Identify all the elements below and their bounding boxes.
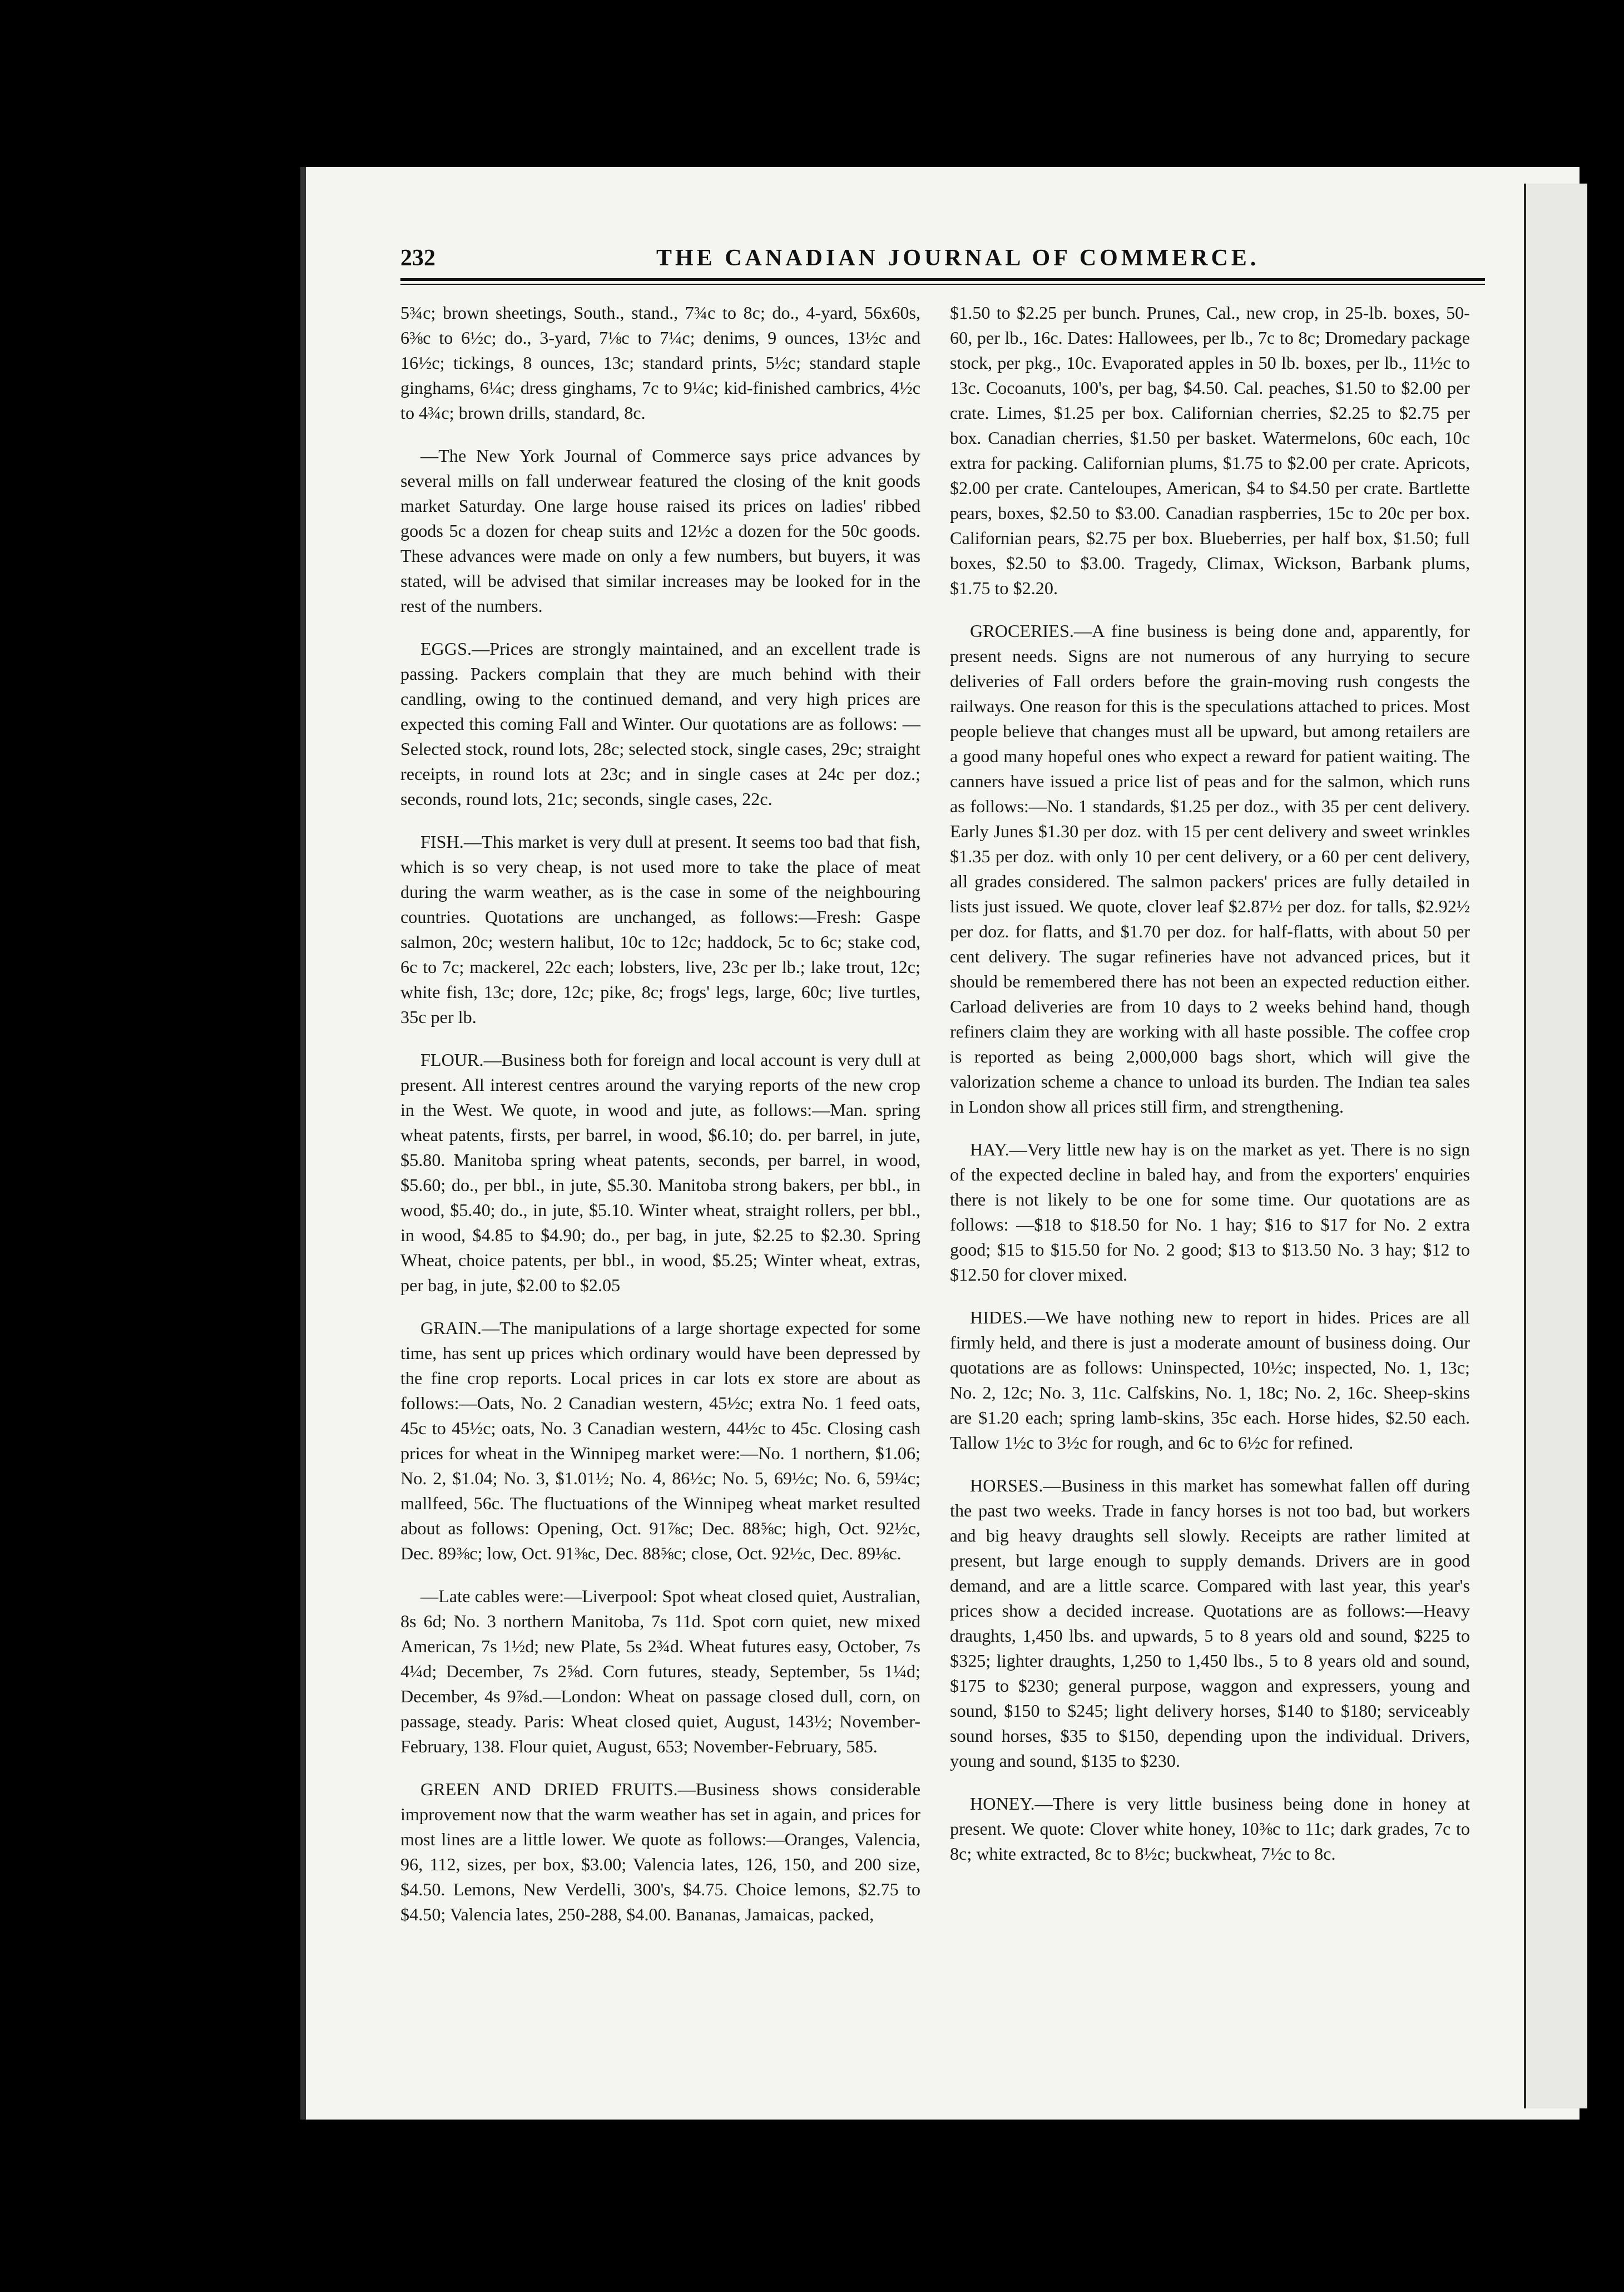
paragraph-dry-goods-continued: 5¾c; brown sheetings, South., stand., 7¾c to 8c; do., 4-yard, 56x60s, 6⅜c to 6½c; do., 3-yard, 7⅛c to 7¼c; denims, 9 ounces, 13½c and 16½c; tickings, 8 ounces, 13c; standard prints, 5½c; standard staple ginghams, 6¼c; dress ginghams, 7c to 9¼c; kid-finished cambrics, 4½c to 4¾c; brown drills, standard, 8c. (400, 303, 920, 423)
journal-page (300, 167, 1580, 2120)
paragraph-hay: HAY.—Very little new hay is on the market as yet. There is no sign of the expected decline in baled hay, and from the exporters' enquiries there is not likely to be one for some time. Our quotations are as follows: —$18 to $18.50 for No. 1 hay; $16 to $17 for No. 2 extra good; $15 to $15.50 for No. 2 good; $13 to $13.50 No. 3 hay; $12 to $12.50 for clover mixed. (950, 1139, 1470, 1285)
page-edge (1524, 184, 1587, 2108)
paragraph-fruits-continued: $1.50 to $2.25 per bunch. Prunes, Cal., new crop, in 25-lb. boxes, 50-60, per lb., 16c. Dates: Hallowees, per lb., 7c to 8c; Dromedary package stock, per pkg., 10c. Evaporated apples in 50 lb. boxes, per lb., 11½c to 13c. Cocoanuts, 100's, per bag, $4.50. Cal. peaches, $1.50 to $2.00 per crate. Limes, $1.25 per box. Californian cherries, $2.25 to $2.75 per box. Canadian cherries, $1.50 per basket. Watermelons, 60c each, 10c extra for packing. Californian plums, $1.75 to $2.00 per crate. Apricots, $2.00 per crate. Canteloupes, American, $4 to $4.50 per crate. Bartlette pears, boxes, $2.50 to $3.00. Canadian raspberries, 15c to 20c per box. Californian pears, $2.75 per box. Blueberries, per half box, $1.50; full boxes, $2.50 to $3.00. Tragedy, Climax, Wickson, Barbank plums, $1.75 to $2.20. (950, 303, 1470, 598)
paragraph-cables: —Late cables were:—Liverpool: Spot wheat closed quiet, Australian, 8s 6d; No. 3 northern Manitoba, 7s 11d. Spot corn quiet, new mixed American, 7s 1½d; new Plate, 5s 2¾d. Wheat futures easy, October, 7s 4¼d; December, 7s 2⅝d. Corn futures, steady, September, 5s 1¼d; December, 4s 9⅞d.—London: Wheat on passage closed dull, corn, on passage, steady. Paris: Wheat closed quiet, August, 143½; November-February, 138. Flour quiet, August, 653; November-February, 585. (400, 1586, 920, 1756)
paragraph-fish: FISH.—This market is very dull at present. It seems too bad that fish, which is so very cheap, is not used more to take the place of meat during the warm weather, as is the case in some of the neighbouring countries. Quotations are unchanged, as follows:—Fresh: Gaspe salmon, 20c; western halibut, 10c to 12c; haddock, 5c to 6c; stake cod, 6c to 7c; mackerel, 22c each; lobsters, live, 23c per lb.; lake trout, 12c; white fish, 13c; dore, 12c; pike, 8c; frogs' legs, large, 60c; live turtles, 35c per lb. (400, 832, 920, 1027)
left-column (400, 300, 920, 1945)
right-column (950, 300, 1470, 1884)
paragraph-eggs: EGGS.—Prices are strongly maintained, and an excellent trade is passing. Packers complain that they are much behind with their candling, owing to the continued demand, and very high prices are expected this coming Fall and Winter. Our quotations are as follows: — Selected stock, round lots, 28c; selected stock, single cases, 29c; straight receipts, in round lots at 23c; and in single cases at 24c per doz.; seconds, round lots, 21c; seconds, single cases, 22c. (400, 639, 920, 809)
paragraph-groceries: GROCERIES.—A fine business is being done and, apparently, for present needs. Signs are not numerous of any hurrying to secure deliveries of Fall orders before the grain-moving rush congests the railways. One reason for this is the speculations attached to prices. Most people believe that changes must all be upward, but among retailers are a good many hopeful ones who expect a reward for patient waiting. The canners have issued a price list of peas and for the salmon, which runs as follows:—No. 1 standards, $1.25 per doz., with 35 per cent delivery. Early Junes $1.30 per doz. with 15 per cent delivery and sweet wrinkles $1.35 per doz. with only 10 per cent delivery, or a 60 per cent delivery, all grades considered. The salmon packers' prices are fully detailed in lists just issued. We quote, clover leaf $2.87½ per doz. for talls, $2.92½ per doz. for flatts, and $1.70 per doz. for half-flatts, with about 50 per cent delivery. The sugar refineries have not advanced prices, but it should be remembered there has not been an expected reduction either. Carload deliveries are from 10 days to 2 weeks behind hand, though refiners claim they are working with all haste possible. The coffee crop is reported as being 2,000,000 bags short, which will give the valorization scheme a chance to unload its burden. The Indian tea sales in London show all prices still firm, and strengthening. (950, 621, 1470, 1117)
paragraph-grain: GRAIN.—The manipulations of a large shortage expected for some time, has sent up prices which ordinary would have been depressed by the fine crop reports. Local prices in car lots ex store are about as follows:—Oats, No. 2 Canadian western, 45½c; extra No. 1 feed oats, 45c to 45½c; oats, No. 3 Canadian western, 44½c to 45c. Closing cash prices for wheat in the Winnipeg market were:—No. 1 northern, $1.06; No. 2, $1.04; No. 3, $1.01½; No. 4, 86½c; No. 5, 69½c; No. 6, 59¼c; mallfeed, 56c. The fluctuations of the Winnipeg wheat market resulted about as follows: Opening, Oct. 91⅞c; Dec. 88⅝c; high, Oct. 92½c, Dec. 89⅜c; low, Oct. 91⅜c, Dec. 88⅝c; close, Oct. 92½c, Dec. 89⅛c. (400, 1318, 920, 1563)
paragraph-hides: HIDES.—We have nothing new to report in hides. Prices are all firmly held, and there is just a moderate amount of business doing. Our quotations are as follows: Uninspected, 10½c; inspected, No. 1, 13c; No. 2, 12c; No. 3, 11c. Calfskins, No. 1, 18c; No. 2, 16c. Sheep-skins are $1.20 each; spring lamb-skins, 35c each. Horse hides, $2.50 each. Tallow 1½c to 3½c for rough, and 6c to 6½c for refined. (950, 1307, 1470, 1453)
paragraph-fruits: GREEN AND DRIED FRUITS.—Business shows considerable improvement now that the warm weather has set in again, and prices for most lines are a little lower. We quote as follows:—Oranges, Valencia, 96, 112, sizes, per box, $3.00; Valencia lates, 126, 150, and 200 size, $4.50. Lemons, New Verdelli, 300's, $4.75. Choice lemons, $2.75 to $4.50; Valencia lates, 250-288, $4.00. Bananas, Jamaicas, packed, (400, 1779, 920, 1924)
paragraph-honey: HONEY.—There is very little business being done in honey at present. We quote: Clover white honey, 10⅜c to 11c; dark grades, 7c to 8c; white extracted, 8c to 8½c; buckwheat, 7½c to 8c. (950, 1794, 1470, 1864)
paragraph-flour: FLOUR.—Business both for foreign and local account is very dull at present. All interest centres around the varying reports of the new crop in the West. We quote, in wood and jute, as follows:—Man. spring wheat patents, firsts, per barrel, in wood, $6.10; do. per barrel, in jute, $5.80. Manitoba spring wheat patents, seconds, per barrel, in wood, $5.60; do., per bbl., in jute, $5.30. Manitoba strong bakers, per bbl., in wood, $5.40; do., in jute, $5.10. Winter wheat, straight rollers, per bbl., in wood, $4.85 to $4.90; do., per bag, in jute, $2.25 to $2.30. Spring Wheat, choice patents, per bbl., in wood, $5.25; Winter wheat, extras, per bag, in jute, $2.00 to $2.05 (400, 1050, 920, 1295)
header-rule-thick (400, 278, 1485, 281)
page-number: 232 (400, 245, 435, 271)
running-title: THE CANADIAN JOURNAL OF COMMERCE. (656, 245, 1260, 271)
header-rule-thin (400, 284, 1485, 285)
paragraph-horses: HORSES.—Business in this market has somewhat fallen off during the past two weeks. Trade in fancy horses is not too bad, but workers and big heavy draughts sell slowly. Receipts are rather limited at present, but large enough to supply demands. Drivers are in good demand, and are a little scarce. Compared with last year, this year's prices show a decided increase. Quotations are as follows:—Heavy draughts, 1,450 lbs. and upwards, 5 to 8 years old and sound, $225 to $325; lighter draughts, 1,250 to 1,450 lbs., 5 to 8 years old and sound, $175 to $230; general purpose, waggon and expressers, young and sound, $150 to $245; light delivery horses, $140 to $180; serviceably sound horses, $35 to $150, depending upon the individual. Drivers, young and sound, $135 to $230. (950, 1475, 1470, 1771)
paragraph-underwear: —The New York Journal of Commerce says price advances by several mills on fall underwear featured the closing of the knit goods market Saturday. One large house raised its prices on ladies' ribbed goods 5c a dozen for cheap suits and 12½c a dozen for the 50c goods. These advances were made on only a few numbers, but buyers, it was stated, will be advised that similar increases may be looked for in the rest of the numbers. (400, 446, 920, 616)
